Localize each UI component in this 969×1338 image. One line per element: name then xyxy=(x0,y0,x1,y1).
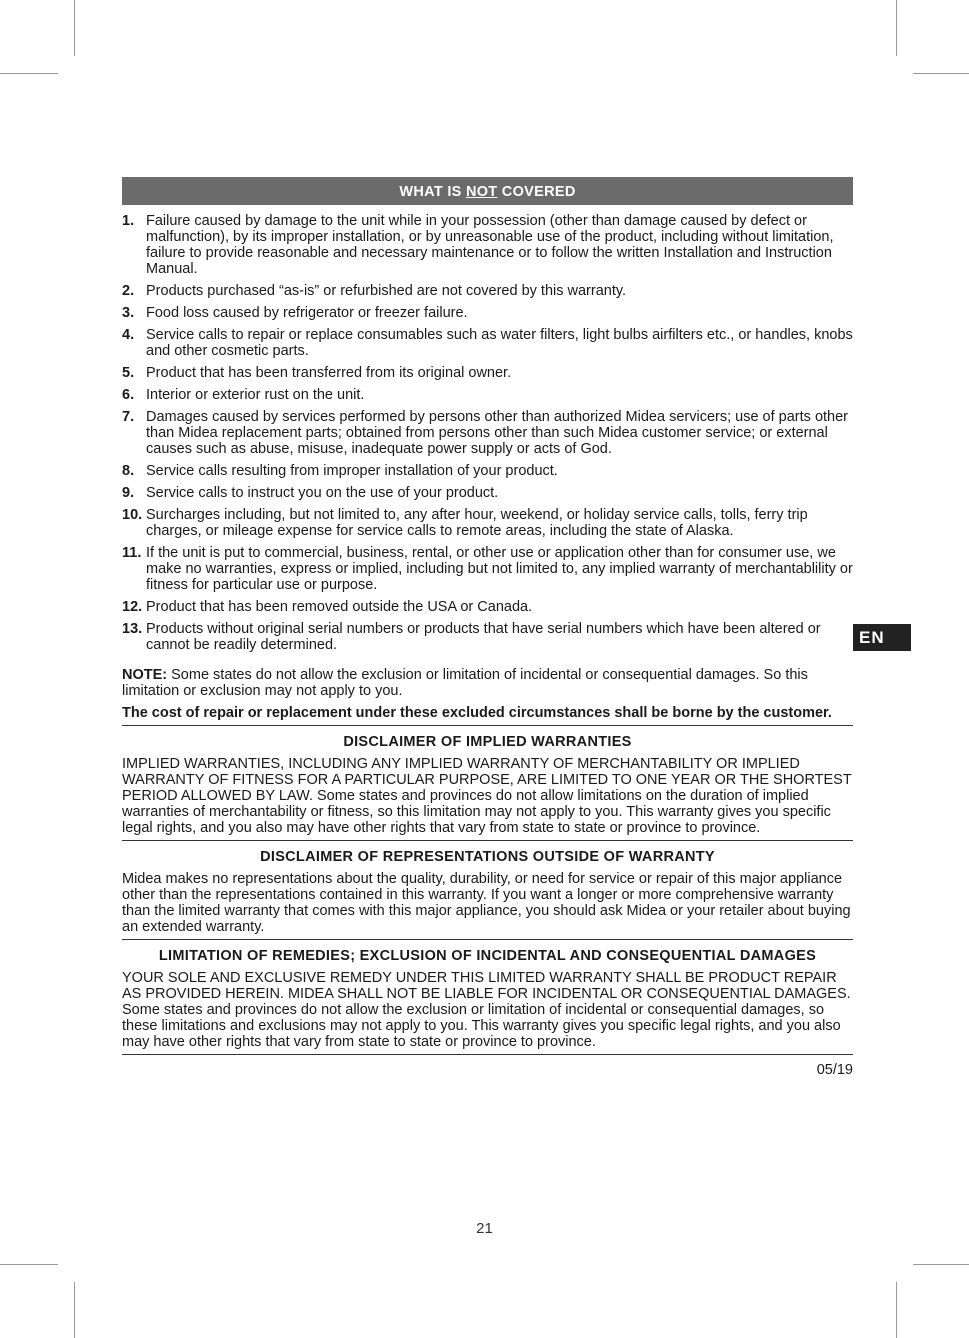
warranty-content xyxy=(122,177,853,1078)
crop-mark-top-right-h xyxy=(913,73,969,74)
list-item-text: Surcharges including, but not limited to, any after hour, weekend, or holiday service calls, tolls, ferry trip charges, or mileage expense for service calls to remote areas, including the state of Alaska. xyxy=(146,507,808,539)
list-item-number: 2. xyxy=(122,283,135,299)
banner-title-emphasis: NOT xyxy=(465,184,498,200)
list-item-text: Food loss caused by refrigerator or freezer failure. xyxy=(146,305,468,321)
list-item-text: Service calls resulting from improper installation of your product. xyxy=(146,463,558,479)
section-limitation-of-remedies xyxy=(122,948,853,1055)
list-item-text: Product that has been removed outside the USA or Canada. xyxy=(146,599,533,615)
crop-mark-top-right xyxy=(896,0,897,56)
language-tab: EN xyxy=(853,624,911,651)
crop-mark-bottom-left xyxy=(74,1282,75,1338)
section-implied-warranties xyxy=(122,734,853,841)
list-item-text: Damages caused by services performed by persons other than authorized Midea servicers; use of parts other than Midea replacement parts; obtained from persons other than such Midea customer service; or external causes such as abuse, misuse, inadequate power supply or acts of God. xyxy=(146,409,848,457)
crop-mark-bottom-left-h xyxy=(0,1264,58,1265)
page-number: 21 xyxy=(476,1220,493,1237)
list-item-number: 9. xyxy=(122,485,135,501)
note-text: Some states do not allow the exclusion or limitation of incidental or consequential damages. So this limitation or exclusion may not apply to you. xyxy=(122,667,808,699)
list-item xyxy=(122,409,853,457)
list-item xyxy=(122,507,853,539)
list-item xyxy=(122,387,853,403)
list-item-text: Interior or exterior rust on the unit. xyxy=(146,387,365,403)
not-covered-banner xyxy=(122,177,853,205)
list-item-number: 11. xyxy=(122,545,142,561)
section-body: IMPLIED WARRANTIES, INCLUDING ANY IMPLIED WARRANTY OF MERCHANTABILITY OR IMPLIED WARRANTY OF FITNESS FOR A PARTICULAR PURPOSE, ARE LIMITED TO ONE YEAR OR THE SHORTEST PERIOD ALLOWED BY LAW. Some states and provinces do not allow limitations on the duration of implied warranties of merchantability or fitness, so this limitation may not apply to you. This warranty gives you specific legal rights, and you also may have other rights that vary from state to state or province to province. xyxy=(122,756,852,836)
section-title: DISCLAIMER OF REPRESENTATIONS OUTSIDE OF WARRANTY xyxy=(260,849,715,865)
list-item-number: 7. xyxy=(122,409,135,425)
list-item-number: 12. xyxy=(122,599,143,615)
crop-mark-top-left-h xyxy=(0,73,58,74)
list-item-number: 3. xyxy=(122,305,135,321)
list-item xyxy=(122,365,853,381)
list-item xyxy=(122,327,853,359)
section-body: YOUR SOLE AND EXCLUSIVE REMEDY UNDER THIS LIMITED WARRANTY SHALL BE PRODUCT REPAIR AS PROVIDED HEREIN. MIDEA SHALL NOT BE LIABLE FOR INCIDENTAL OR CONSEQUENTIAL DAMAGES. Some states and provinces do not allow the exclusion or limitation of incidental or consequential damages, so these limitations and exclusions may not apply to you. This warranty gives you specific legal rights, and you also may have other rights that vary from state to state or province to province. xyxy=(122,970,851,1050)
list-item-text: Product that has been transferred from its original owner. xyxy=(146,365,512,381)
list-item-number: 13. xyxy=(122,621,143,637)
list-item xyxy=(122,283,853,299)
list-item-text: Failure caused by damage to the unit while in your possession (other than damage caused by defect or malfunction), by its improper installation, or by unreasonable use of the product, including without limitation, failure to provide reasonable and necessary maintenance or to follow the written Installation and Instruction Manual. xyxy=(146,213,834,277)
list-item-number: 5. xyxy=(122,365,135,381)
banner-title-suffix: COVERED xyxy=(497,184,576,200)
crop-mark-bottom-right-h xyxy=(913,1264,969,1265)
list-item-text: Products without original serial numbers or products that have serial numbers which have been altered or cannot be readily determined. xyxy=(146,621,821,653)
revision-date: 05/19 xyxy=(816,1062,853,1078)
list-item xyxy=(122,545,853,593)
list-item xyxy=(122,599,853,615)
list-item xyxy=(122,463,853,479)
list-item-text: If the unit is put to commercial, business, rental, or other use or application other than for consumer use, we make no warranties, express or implied, including but not limited to, any implied warranty of merchantablility or fitness for particular use or purpose. xyxy=(146,545,853,593)
list-item xyxy=(122,305,853,321)
list-item-text: Service calls to instruct you on the use of your product. xyxy=(146,485,499,501)
list-item-text: Service calls to repair or replace consumables such as water filters, light bulbs airfilters etc., or handles, knobs and other cosmetic parts. xyxy=(146,327,853,359)
not-covered-list xyxy=(122,213,853,653)
section-body: Midea makes no representations about the quality, durability, or need for service or repair of this major appliance other than the representations contained in this warranty. If you want a longer or more comprehensive warranty than the limited warranty that comes with this major appliance, you should ask Midea or your retailer about buying an extended warranty. xyxy=(122,871,851,935)
section-title: LIMITATION OF REMEDIES; EXCLUSION OF INCIDENTAL AND CONSEQUENTIAL DAMAGES xyxy=(158,948,817,964)
note-label: NOTE: xyxy=(122,667,168,683)
list-item-number: 10. xyxy=(122,507,143,523)
section-representations xyxy=(122,849,853,940)
list-item xyxy=(122,485,853,501)
list-item-number: 1. xyxy=(122,213,135,229)
list-item-number: 6. xyxy=(122,387,135,403)
list-item-text: Products purchased “as-is” or refurbished are not covered by this warranty. xyxy=(146,283,627,299)
section-title: DISCLAIMER OF IMPLIED WARRANTIES xyxy=(343,734,632,750)
list-item xyxy=(122,213,853,277)
crop-mark-bottom-right xyxy=(896,1282,897,1338)
list-item xyxy=(122,621,853,653)
cost-statement: The cost of repair or replacement under these excluded circumstances shall be borne by the customer. xyxy=(122,705,853,726)
note-paragraph xyxy=(122,667,853,699)
list-item-number: 8. xyxy=(122,463,135,479)
banner-title-prefix: WHAT IS xyxy=(399,184,466,200)
list-item-number: 4. xyxy=(122,327,135,343)
crop-mark-top-left xyxy=(74,0,75,56)
